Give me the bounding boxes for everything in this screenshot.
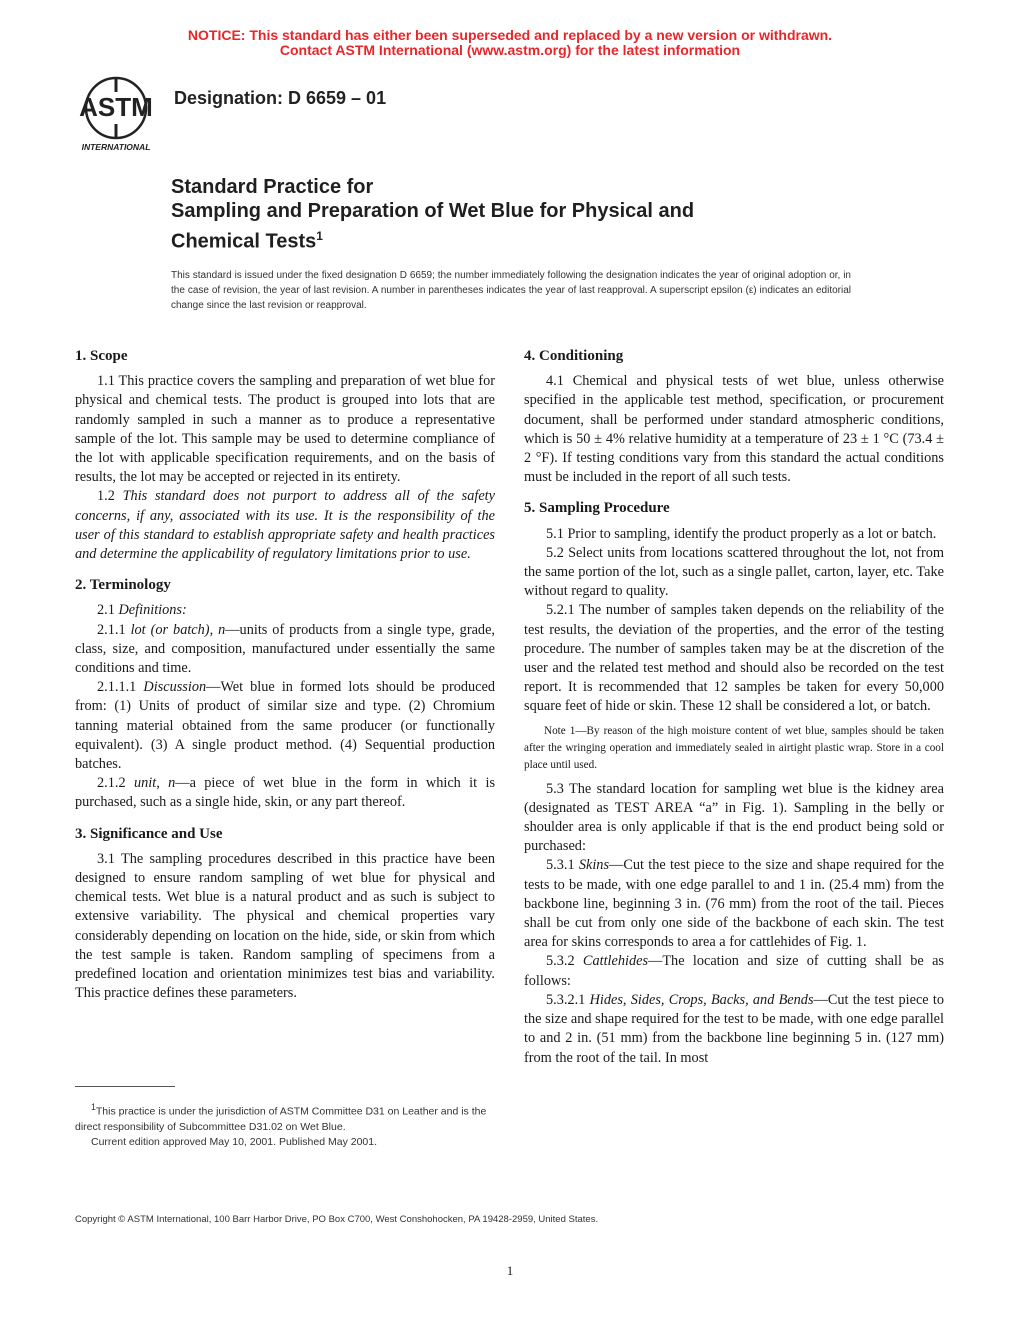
designation: Designation: D 6659 – 01 [174,88,387,108]
paragraph-italic-text: Definitions: [118,602,187,619]
title-footnote-mark: 1 [316,229,323,243]
title-line-3-text: Chemical Tests [171,230,317,253]
astm-logo [68,72,164,154]
defined-term: Hides, Sides, Crops, Backs, and Bends [589,991,814,1008]
paragraph-number: 2.1.1 [97,621,131,638]
page-number: 1 [506,1263,514,1278]
paragraph-number: 2.1.1.1 [97,679,144,696]
paragraph-5-3: 5.3 The standard location for sampling wet blue is the kidney area (designated as TEST AREA “a” in Fig. 1). Sampling in the belly or shoulder area is only applicable if that is the end product being sold or purchased: [524,780,944,855]
title-line-2: Sampling and Preparation of Wet Blue for Physical and [171,200,695,222]
paragraph-5-2: 5.2 Select units from locations scattered throughout the lot, not from the same portion of the lot, such as a single pallet, carton, layer, etc. Take without regard to quality. [524,544,944,600]
section-heading-conditioning: 4. Conditioning [524,348,624,364]
definition-text: —units of products from a single type, grade, class, size, and composition, manufactured under essentially the same conditions and time. [75,621,495,677]
paragraph-2-1-2 [75,774,495,812]
title-line-1: Standard Practice for [171,176,374,198]
paragraph-number: 5.3.2.1 [546,991,590,1008]
footnote-line-1 [75,1100,495,1135]
paragraph-1-2 [75,487,495,564]
footnote-line-2: Current edition approved May 10, 2001. Published May 2001. [91,1135,378,1148]
paragraph-text: —The location and size of cutting shall be as follows: [524,953,944,989]
paragraph-number: 2.1 [97,602,119,619]
issuance-note: This standard is issued under the fixed designation D 6659; the number immediately following the designation indicates the year of original adoption or, in the case of revision, the year of last revision. A number in parentheses indicates the year of last reapproval. A superscript epsilon (ε) indicates an editorial change since the last revision or reapproval. [171,270,851,311]
paragraph-5-1: 5.1 Prior to sampling, identify the product properly as a lot or batch. [546,525,937,542]
left-column [75,347,495,1004]
paragraph-1-1: 1.1 This practice covers the sampling and preparation of wet blue for physical and chemical tests. The product is grouped into lots that are randomly sampled in such a manner as to produce a representative sample of the lot. This sample may be used to determine compliance of the lot with applicable specification requirements, and on the basis of results, the lot may be accepted or rejected in its entirety. [75,373,495,486]
paragraph-2-1-1-1 [75,678,495,774]
paragraph-number: 1.2 [97,488,123,505]
paragraph-text: —Cut the test piece to the size and shape required for the test to be made, with one edge parallel to and 2 in. (51 mm) from the backbone line beginning 5 in. (127 mm) from the root of the tail. In most [524,991,945,1066]
defined-term: Discussion [143,679,207,696]
defined-term: lot (or batch), n [130,621,226,638]
paragraph-5-3-2-1 [524,991,944,1068]
paragraph-italic-text: This standard does not purport to address all of the safety concerns, if any, associated with its use. It is the responsibility of the user of this standard to establish appropriate safety and health practices and determine the applicability of regulatory limitations prior to use. [75,488,495,563]
title-line-3 [171,223,871,255]
paragraph-number: 2.1.2 [97,775,134,792]
note-1: Note 1—By reason of the high moisture content of wet blue, samples should be taken after the wringing operation and immediately sealed in airtight plastic wrap. Store in a cool place until used. [524,724,944,771]
section-heading-terminology: 2. Terminology [75,577,171,594]
section-heading-scope: 1. Scope [75,348,128,364]
footnote-divider [75,1086,175,1087]
footnote-text: This practice is under the jurisdiction of ASTM Committee D31 on Leather and is the direct responsibility of Subcommittee D31.02 on Wet Blue. [75,1105,487,1133]
section-heading-significance: 3. Significance and Use [75,825,223,842]
paragraph-5-2-1: 5.2.1 The number of samples taken depends on the reliability of the test results, the deviation of the properties, and the error of the testing procedure. The number of samples taken may be at the discretion of the user and the related test method and should also be recorded on the test report. It is recommended that 12 samples be taken for every 50,000 square feet of hide or skin. These 12 shall be considered a lot, or batch. [524,602,944,715]
paragraph-text: —Cut the test piece to the size and shape required for the tests to be made, with one edge parallel to and 1 in. (25.4 mm) from the backbone line, beginning 3 in. (76 mm) from the root of the tail. Pieces shall be cut from only one side of the backbone of each skin. The test area for skins corresponds to area a for cattlehides of Fig. 1. [524,857,944,951]
paragraph-3-1: 3.1 The sampling procedures described in this practice have been designed to ensure random sampling of wet blue for physical and chemical tests. Wet blue is a natural product and as such is subject to extensive variability. The physical and chemical properties vary considerably depending on location on the hide, side, or skin from which the test sample is taken. Random sampling of specimens from a predefined location and orientation minimizes test bias and variability. This practice defines these parameters. [75,850,495,1002]
notice-line-1: NOTICE: This standard has either been superseded and replaced by a new version or withdrawn. [187,27,833,43]
section-heading-sampling: 5. Sampling Procedure [524,500,670,517]
paragraph-number: 5.3.1 [546,857,579,874]
svg-text:ASTM: ASTM [79,92,153,122]
defined-term: unit, n [133,775,176,792]
notice-line-2: Contact ASTM International (www.astm.org) for the latest information [279,42,741,58]
right-column [524,347,944,1068]
footnote-mark: 1 [91,1102,96,1112]
copyright: Copyright © ASTM International, 100 Barr Harbor Drive, PO Box C700, West Conshohocken, PA 19428-2959, United States. [75,1214,599,1225]
paragraph-number: 5.3.2 [546,953,583,970]
paragraph-4-1: 4.1 Chemical and physical tests of wet blue, unless otherwise specified in the applicable test method, specification, or procurement document, shall be performed under standard atmospheric conditions, which is 50 ± 4% relative humidity at a temperature of 23 ± 1 °C (73.4 ± 2 °F). If testing conditions vary from this standard the actual conditions must be included in the report of all such tests. [524,373,944,486]
definition-text: —Wet blue in formed lots should be produced from: (1) Units of product of similar size and type. (2) Chromium tanning material obtained from the same producer (or functionally equivalent). (3) A single product method. (4) Sequential production batches. [75,679,495,773]
definition-text: —a piece of wet blue in the form in which it is purchased, such as a single hide, skin, or any part thereof. [75,775,496,811]
paragraph-2-1-1 [75,621,495,679]
paragraph-2-1 [75,601,495,620]
logo-text: INTERNATIONAL [81,142,151,152]
defined-term: Cattlehides [582,953,649,970]
paragraph-5-3-1 [524,856,944,952]
paragraph-5-3-2 [524,952,944,990]
defined-term: Skins [578,857,610,874]
footnote [75,1100,495,1150]
